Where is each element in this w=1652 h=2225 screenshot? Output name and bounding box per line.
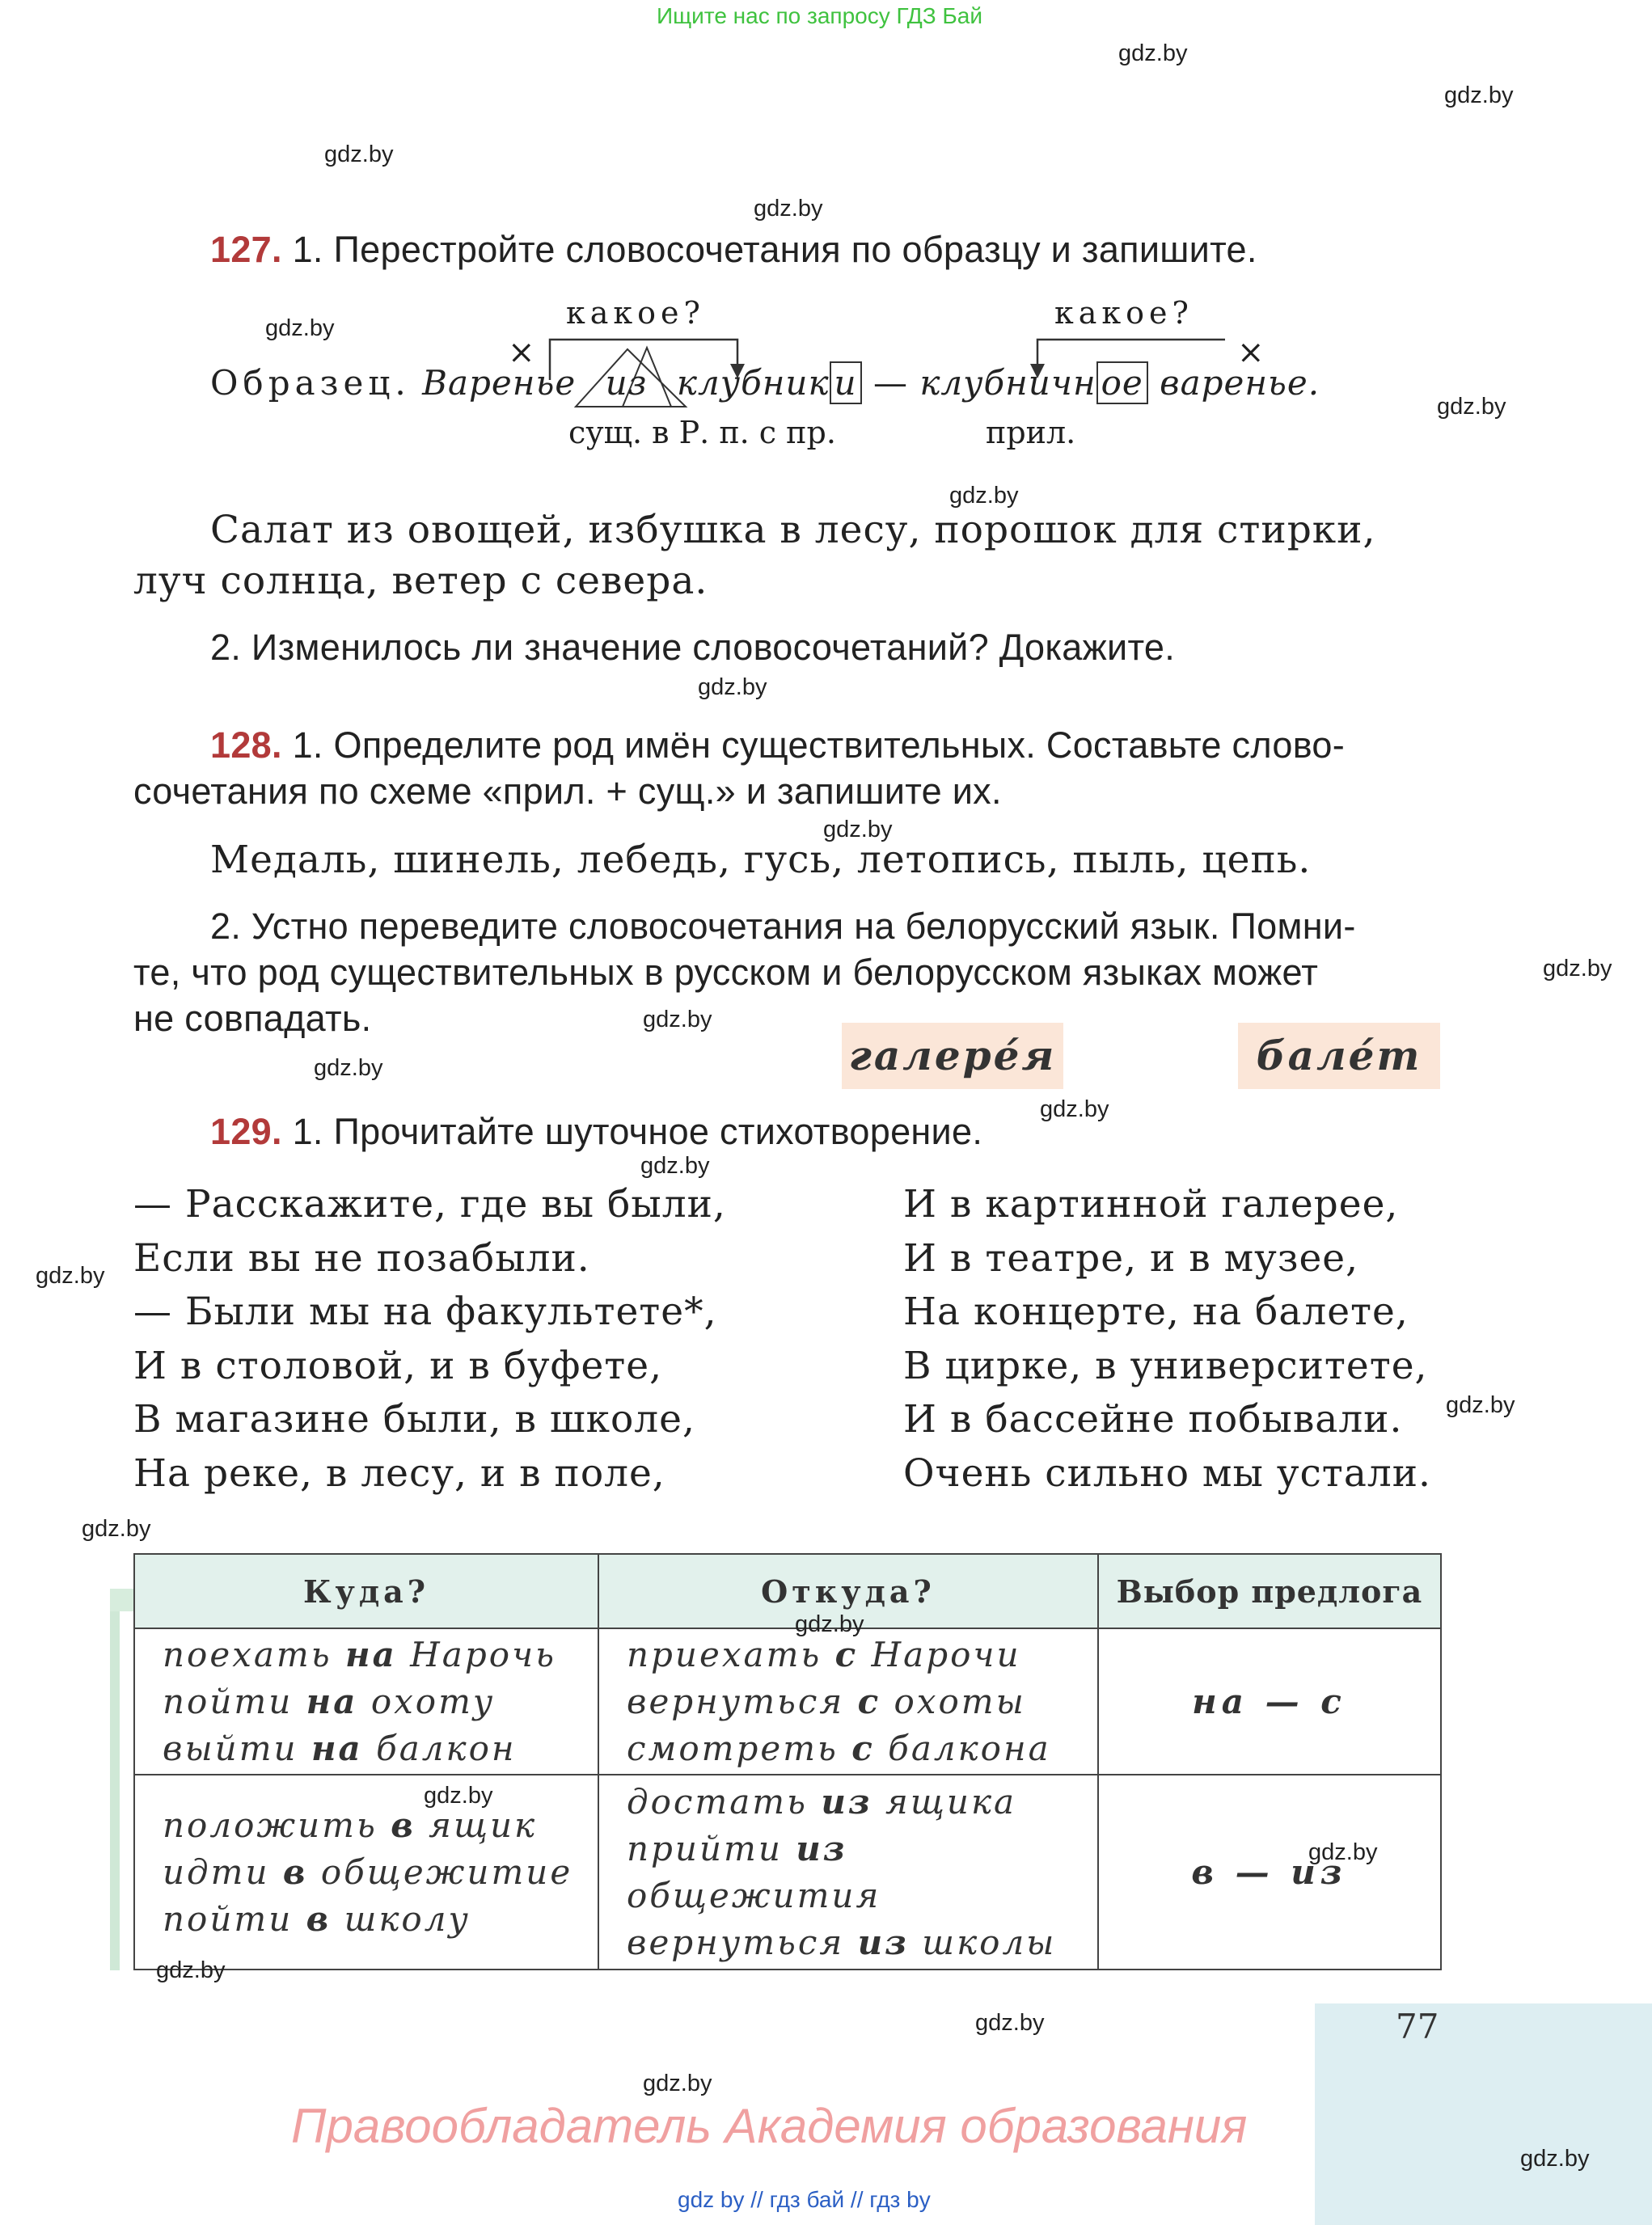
watermark: gdz.by — [424, 1783, 493, 1809]
poem-line: Если вы не позабыли. — [133, 1235, 590, 1281]
table-header: Выбор предлога — [1098, 1554, 1441, 1628]
watermark: gdz.by — [1543, 956, 1612, 982]
watermark: gdz.by — [1308, 1839, 1378, 1865]
watermark: gdz.by — [1437, 394, 1506, 420]
sample-word: Варенье — [422, 363, 577, 403]
phrase: смотреть с балкона — [627, 1728, 1051, 1768]
exercise-task: сочетания по схеме «прил. + сущ.» и запишите их. — [133, 771, 1002, 812]
exercise-number: 128. — [210, 724, 282, 766]
phrase: вернуться с охоты — [627, 1681, 1026, 1721]
table-cell — [598, 1628, 1098, 1775]
phrase: пойти на охоту — [163, 1681, 496, 1721]
dash: — — [872, 363, 908, 403]
watermark: gdz.by — [1118, 40, 1188, 66]
table-row — [134, 1775, 1441, 1970]
sample-word: клубничн — [919, 363, 1096, 403]
exercise-task: не совпадать. — [133, 998, 372, 1039]
label-noun: сущ. в Р. п. с пр. — [568, 415, 836, 450]
side-bar — [110, 1589, 120, 1970]
exercise-number: 127. — [210, 229, 282, 270]
phrase: поехать на Нарочь — [163, 1634, 556, 1674]
bottom-links[interactable]: gdz by // гдз бай // гдз by — [678, 2187, 931, 2212]
watermark: gdz.by — [1444, 82, 1514, 108]
phrase: вернуться из школы — [627, 1922, 1057, 1962]
phrase: прийти из общежития — [627, 1828, 881, 1915]
ending-box: и — [830, 361, 862, 404]
phrase: пойти в школу — [163, 1898, 471, 1939]
watermark: gdz.by — [643, 1007, 712, 1032]
watermark: gdz.by — [975, 2010, 1045, 2036]
watermark: gdz.by — [1520, 2146, 1590, 2172]
sample-word: клубник — [676, 363, 830, 403]
question-left: какое? — [566, 295, 705, 331]
sample-preposition: из — [605, 363, 648, 403]
table-row — [134, 1628, 1441, 1775]
cross-mark: × — [1237, 334, 1265, 371]
exercise-task: 1. Определите род имён существительных. Составьте слово- — [292, 724, 1346, 766]
copyright-footer: Правообладатель Академия образования — [291, 2099, 1248, 2153]
cross-mark: × — [508, 334, 535, 371]
preposition-choice: на — с — [1098, 1628, 1441, 1775]
page-number-box — [1315, 2003, 1652, 2225]
exercise-task: 2. Изменилось ли значение словосочетаний? Докажите. — [210, 627, 1176, 668]
poem-line: И в столовой, и в буфете, — [133, 1343, 663, 1388]
watermark: gdz.by — [314, 1055, 383, 1081]
watermark: gdz.by — [324, 141, 394, 167]
poem-line: И в картинной галерее, — [903, 1182, 1399, 1226]
exercise-task: 1. Прочитайте шуточное стихотворение. — [292, 1111, 983, 1152]
question-right: какое? — [1054, 295, 1194, 331]
word-tag: бале́т — [1238, 1023, 1440, 1089]
poem-line: — Были мы на факультете*, — [133, 1290, 717, 1334]
watermark: gdz.by — [795, 1611, 864, 1637]
phrases-line: луч солнца, ветер с севера. — [133, 559, 708, 603]
table-header: Куда? — [134, 1554, 598, 1628]
poem-line: — Расскажите, где вы были, — [133, 1182, 726, 1226]
watermark: gdz.by — [754, 196, 823, 222]
scheme-arrows — [0, 0, 1652, 485]
exercise-task: 2. Устно переведите словосочетания на белорусский язык. Помни- — [210, 906, 1356, 947]
poem-line: В магазине были, в школе, — [133, 1397, 695, 1442]
label-adjective: прил. — [986, 415, 1076, 450]
word-tag: галере́я — [842, 1023, 1063, 1089]
phrase: выйти на балкон — [163, 1728, 517, 1768]
poem-right-column — [903, 1178, 1431, 1501]
watermark: gdz.by — [823, 817, 893, 842]
watermark: gdz.by — [156, 1957, 226, 1983]
poem-line: На концерте, на балете, — [903, 1290, 1409, 1334]
table-cell — [134, 1628, 598, 1775]
poem-line: Очень сильно мы устали. — [903, 1450, 1431, 1496]
phrase: положить в ящик — [163, 1805, 538, 1845]
watermark: gdz.by — [640, 1153, 710, 1179]
watermark: gdz.by — [36, 1263, 105, 1289]
sample-word: варенье. — [1160, 363, 1320, 403]
watermark: gdz.by — [82, 1516, 151, 1542]
words-list: Медаль, шинель, лебедь, гусь, летопись, пыль, цепь. — [210, 838, 1312, 882]
phrase: идти в общежитие — [163, 1851, 573, 1892]
watermark: gdz.by — [698, 674, 767, 700]
top-note: Ищите нас по запросу ГДЗ Бай — [657, 3, 983, 28]
preposition-table — [133, 1553, 1442, 1970]
phrase: приехать с Нарочи — [627, 1634, 1021, 1674]
exercise-task: 1. Перестройте словосочетания по образцу и запишите. — [292, 229, 1257, 270]
page-number: 77 — [1396, 2007, 1439, 2046]
sample-label: Образец. — [210, 363, 411, 403]
table-cell — [134, 1775, 598, 1970]
watermark: gdz.by — [643, 2071, 712, 2096]
poem-line: На реке, в лесу, и в поле, — [133, 1450, 665, 1496]
phrase: достать из ящика — [627, 1781, 1017, 1822]
poem-line: И в театре, и в музее, — [903, 1235, 1359, 1281]
watermark: gdz.by — [265, 315, 335, 341]
preposition-choice: в — из — [1098, 1775, 1441, 1970]
watermark: gdz.by — [1446, 1392, 1515, 1418]
poem-line: В цирке, в университете, — [903, 1343, 1428, 1388]
ending-box: ое — [1096, 361, 1148, 404]
watermark: gdz.by — [949, 483, 1019, 509]
watermark: gdz.by — [1040, 1096, 1109, 1122]
exercise-task: те, что род существительных в русском и белорусском языках может — [133, 952, 1319, 993]
sample-line — [210, 363, 1320, 403]
table-header: Откуда? — [598, 1554, 1098, 1628]
poem-line: И в бассейне побывали. — [903, 1397, 1403, 1442]
poem-left-column — [133, 1178, 726, 1501]
exercise-128-heading — [210, 724, 1345, 766]
exercise-number: 129. — [210, 1111, 282, 1152]
exercise-129-heading — [210, 1111, 982, 1153]
phrases-line: Салат из овощей, избушка в лесу, порошок для стирки, — [210, 508, 1376, 552]
table-cell — [598, 1775, 1098, 1970]
